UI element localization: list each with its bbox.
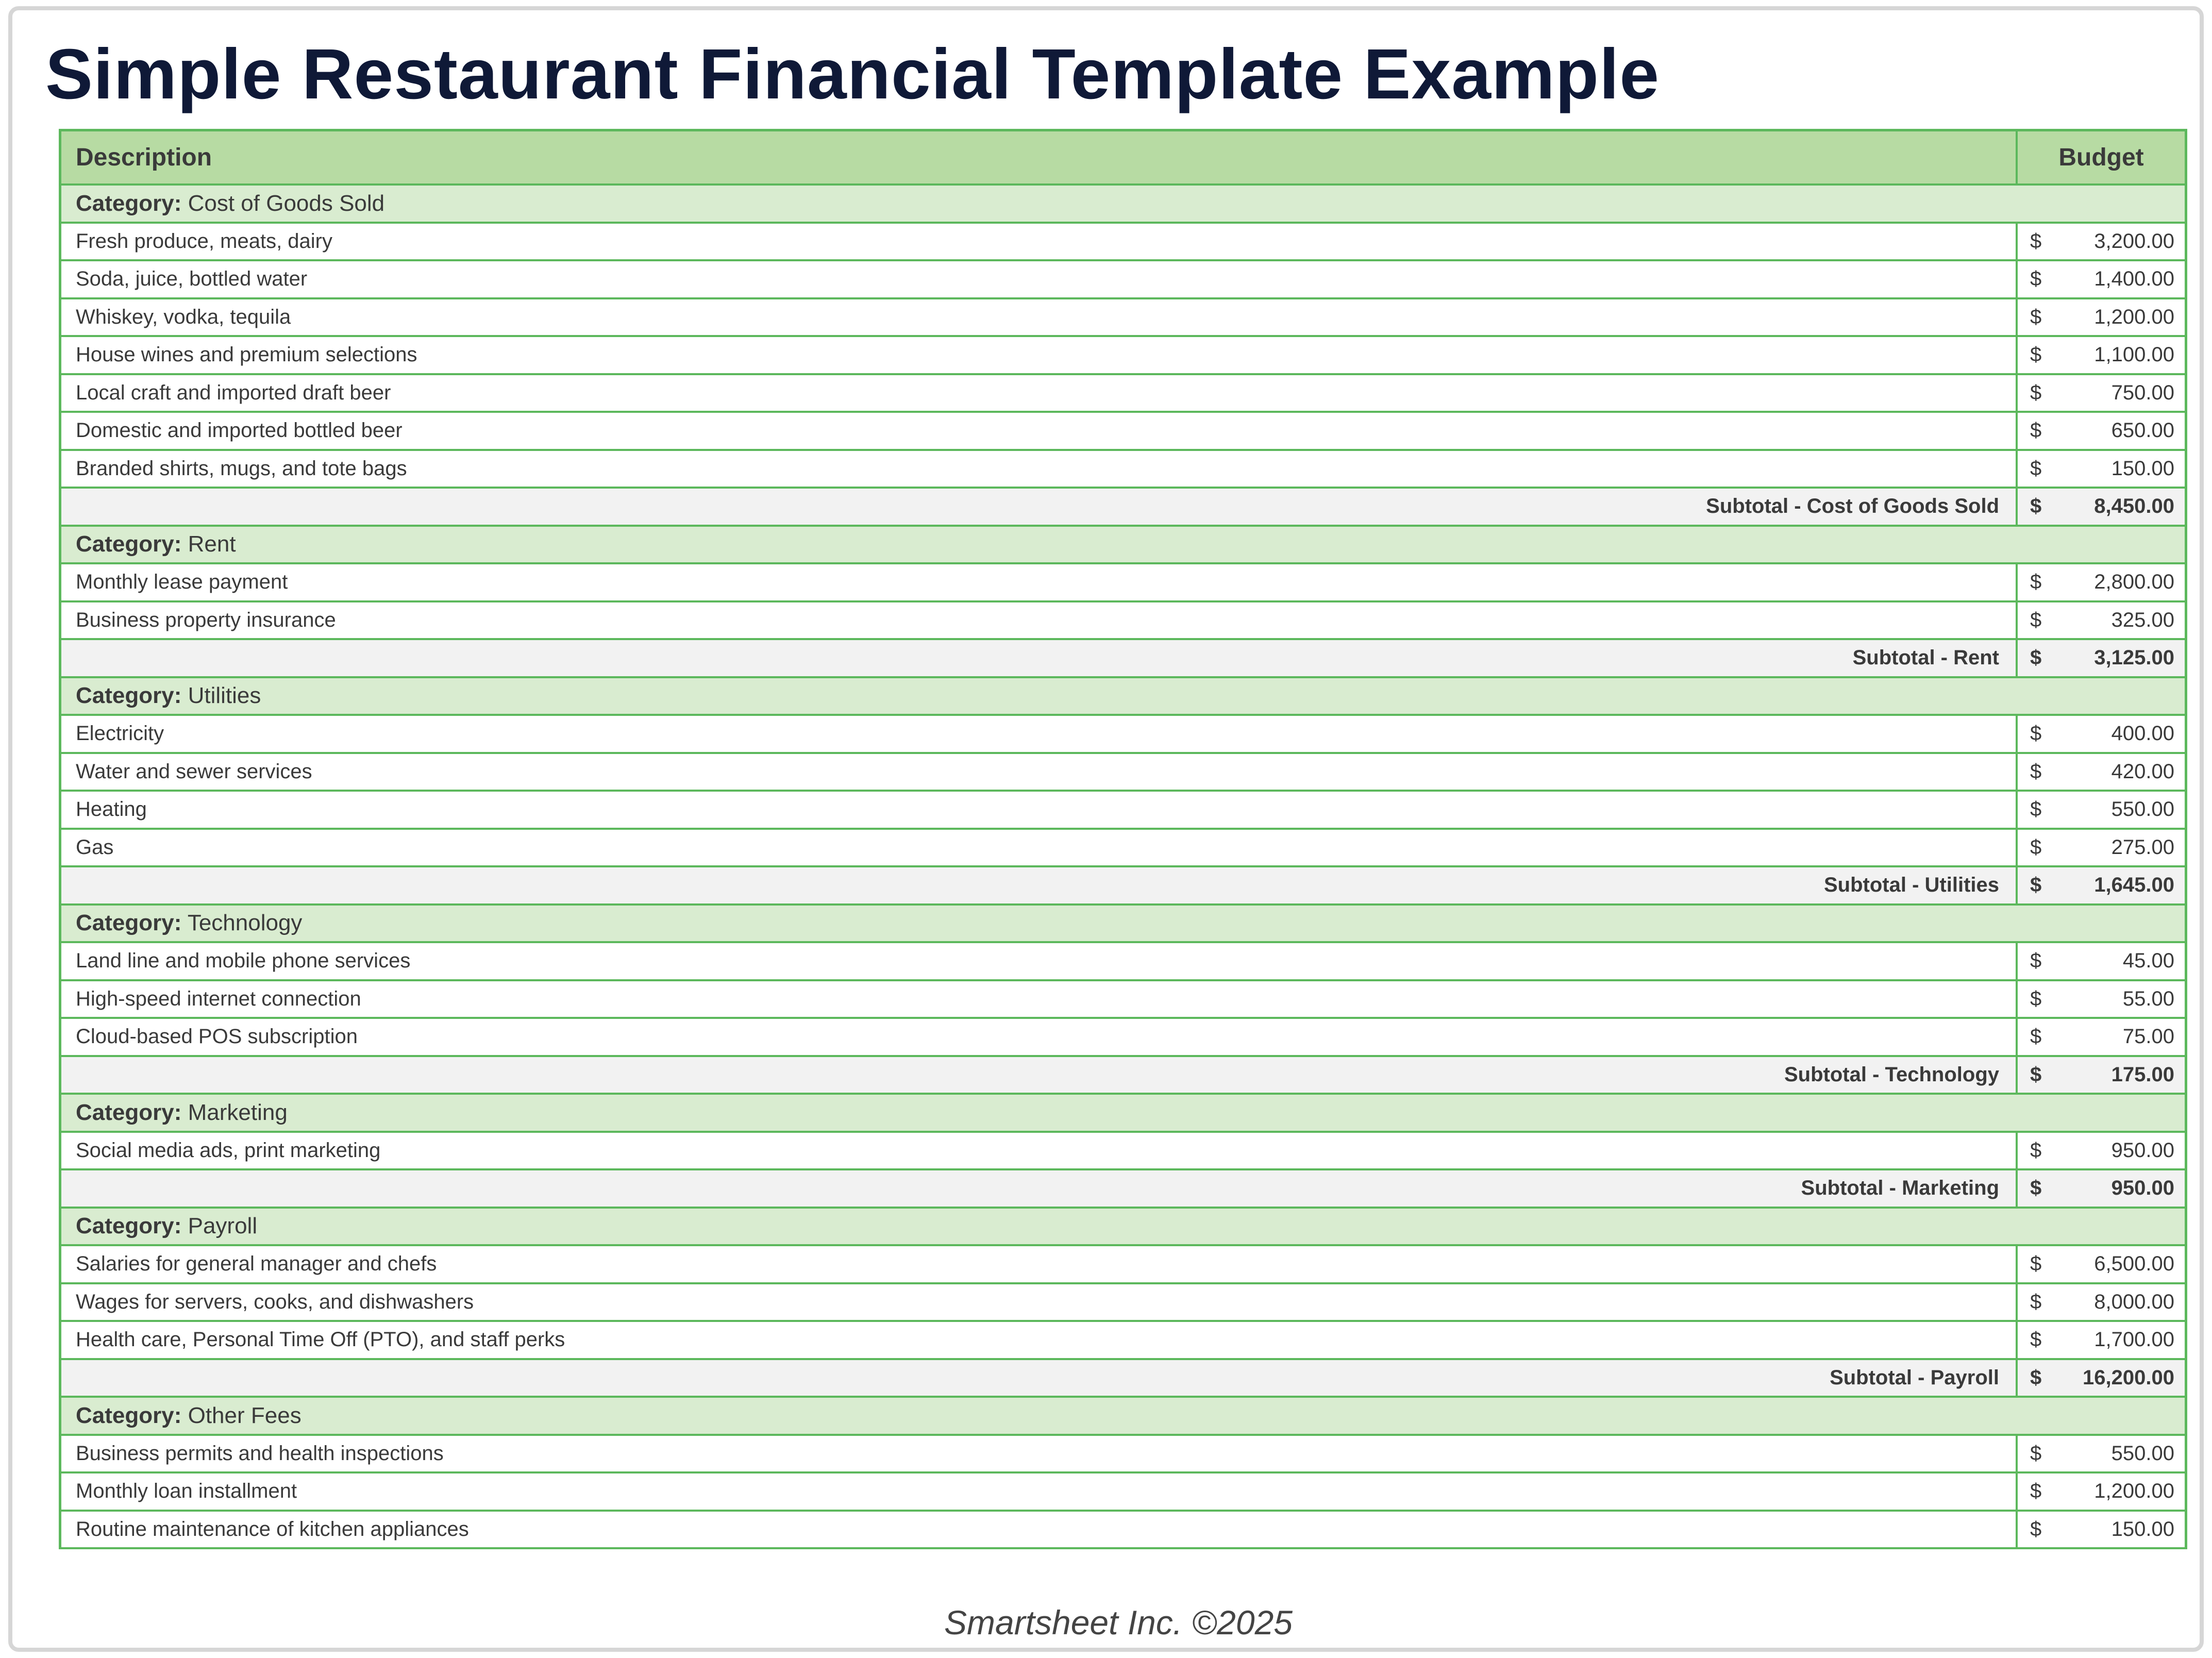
item-description: Social media ads, print marketing: [61, 1132, 2017, 1170]
table-row: [61, 563, 2185, 601]
item-amount: 1,200.00: [2068, 1472, 2185, 1511]
currency-symbol: $: [2017, 336, 2068, 374]
currency-symbol: $: [2017, 1359, 2068, 1397]
category-name: Cost of Goods Sold: [188, 190, 385, 216]
category-row: [61, 1208, 2185, 1246]
table-row: [61, 450, 2185, 488]
item-amount: 6,500.00: [2068, 1245, 2185, 1283]
currency-symbol: $: [2017, 374, 2068, 412]
category-prefix: Category:: [76, 1099, 182, 1125]
currency-symbol: $: [2017, 1283, 2068, 1321]
currency-symbol: $: [2017, 450, 2068, 488]
item-amount: 550.00: [2068, 791, 2185, 829]
table-row: [61, 942, 2185, 980]
item-amount: 1,700.00: [2068, 1321, 2185, 1359]
currency-symbol: $: [2017, 866, 2068, 905]
subtotal-label: Subtotal - Rent: [61, 639, 2017, 677]
table-row: [61, 1245, 2185, 1283]
item-description: Monthly loan installment: [61, 1472, 2017, 1511]
subtotal-label: Subtotal - Payroll: [61, 1359, 2017, 1397]
subtotal-row: [61, 1359, 2185, 1397]
table-row: [61, 1321, 2185, 1359]
category-row: [61, 1397, 2185, 1435]
category-cell: [61, 677, 2185, 715]
subtotal-amount: 950.00: [2068, 1169, 2185, 1208]
item-amount: 8,000.00: [2068, 1283, 2185, 1321]
table-row: [61, 223, 2185, 261]
item-description: Wages for servers, cooks, and dishwashers: [61, 1283, 2017, 1321]
item-amount: 1,200.00: [2068, 298, 2185, 337]
currency-symbol: $: [2017, 1245, 2068, 1283]
currency-symbol: $: [2017, 563, 2068, 601]
subtotal-row: [61, 1169, 2185, 1208]
item-description: Routine maintenance of kitchen appliances: [61, 1511, 2017, 1549]
item-amount: 75.00: [2068, 1018, 2185, 1056]
category-name: Other Fees: [188, 1402, 301, 1428]
table-row: [61, 601, 2185, 640]
item-amount: 650.00: [2068, 412, 2185, 450]
category-prefix: Category:: [76, 531, 182, 557]
item-description: Salaries for general manager and chefs: [61, 1245, 2017, 1283]
category-cell: [61, 185, 2185, 223]
currency-symbol: $: [2017, 1169, 2068, 1208]
category-name: Utilities: [188, 683, 261, 709]
item-description: Branded shirts, mugs, and tote bags: [61, 450, 2017, 488]
item-description: Monthly lease payment: [61, 563, 2017, 601]
budget-table: [61, 131, 2185, 1549]
table-row: [61, 715, 2185, 753]
item-amount: 45.00: [2068, 942, 2185, 980]
table-row: [61, 336, 2185, 374]
category-name: Payroll: [188, 1213, 258, 1239]
table-row: [61, 1435, 2185, 1473]
category-prefix: Category:: [76, 910, 182, 936]
subtotal-amount: 1,645.00: [2068, 866, 2185, 905]
item-amount: 400.00: [2068, 715, 2185, 753]
category-prefix: Category:: [76, 683, 182, 709]
category-row: [61, 185, 2185, 223]
category-row: [61, 677, 2185, 715]
page-title: Simple Restaurant Financial Template Example: [45, 35, 1660, 114]
currency-symbol: $: [2017, 488, 2068, 526]
category-cell: [61, 1397, 2185, 1435]
currency-symbol: $: [2017, 412, 2068, 450]
currency-symbol: $: [2017, 639, 2068, 677]
item-description: Fresh produce, meats, dairy: [61, 223, 2017, 261]
item-amount: 325.00: [2068, 601, 2185, 640]
category-name: Marketing: [188, 1099, 288, 1125]
currency-symbol: $: [2017, 601, 2068, 640]
subtotal-label: Subtotal - Technology: [61, 1056, 2017, 1094]
item-amount: 950.00: [2068, 1132, 2185, 1170]
item-amount: 150.00: [2068, 450, 2185, 488]
currency-symbol: $: [2017, 791, 2068, 829]
currency-symbol: $: [2017, 829, 2068, 867]
subtotal-row: [61, 1056, 2185, 1094]
item-description: Health care, Personal Time Off (PTO), and staff perks: [61, 1321, 2017, 1359]
item-amount: 750.00: [2068, 374, 2185, 412]
item-description: Domestic and imported bottled beer: [61, 412, 2017, 450]
category-cell: [61, 526, 2185, 564]
category-cell: [61, 1208, 2185, 1246]
subtotal-amount: 16,200.00: [2068, 1359, 2185, 1397]
category-name: Rent: [188, 531, 236, 557]
subtotal-amount: 3,125.00: [2068, 639, 2185, 677]
table-row: [61, 829, 2185, 867]
category-row: [61, 905, 2185, 943]
item-amount: 1,100.00: [2068, 336, 2185, 374]
table-row: [61, 1283, 2185, 1321]
item-description: High-speed internet connection: [61, 980, 2017, 1018]
table-row: [61, 791, 2185, 829]
table-row: [61, 1132, 2185, 1170]
table-row: [61, 412, 2185, 450]
currency-symbol: $: [2017, 942, 2068, 980]
subtotal-row: [61, 866, 2185, 905]
currency-symbol: $: [2017, 260, 2068, 298]
category-name: Technology: [187, 910, 303, 936]
item-description: Gas: [61, 829, 2017, 867]
currency-symbol: $: [2017, 1056, 2068, 1094]
subtotal-label: Subtotal - Utilities: [61, 866, 2017, 905]
item-amount: 150.00: [2068, 1511, 2185, 1549]
item-description: Cloud-based POS subscription: [61, 1018, 2017, 1056]
item-amount: 2,800.00: [2068, 563, 2185, 601]
currency-symbol: $: [2017, 1435, 2068, 1473]
category-cell: [61, 905, 2185, 943]
page-frame: [8, 6, 2204, 1652]
currency-symbol: $: [2017, 1018, 2068, 1056]
item-description: Electricity: [61, 715, 2017, 753]
item-description: Heating: [61, 791, 2017, 829]
footer-copyright: Smartsheet Inc. ©2025: [944, 1603, 1293, 1642]
currency-symbol: $: [2017, 1321, 2068, 1359]
table-body: [61, 185, 2185, 1548]
subtotal-row: [61, 639, 2185, 677]
subtotal-amount: 175.00: [2068, 1056, 2185, 1094]
table-row: [61, 374, 2185, 412]
item-amount: 3,200.00: [2068, 223, 2185, 261]
budget-table-container: [59, 129, 2187, 1549]
item-description: Soda, juice, bottled water: [61, 260, 2017, 298]
table-row: [61, 1472, 2185, 1511]
currency-symbol: $: [2017, 1472, 2068, 1511]
item-description: Land line and mobile phone services: [61, 942, 2017, 980]
currency-symbol: $: [2017, 1132, 2068, 1170]
table-header-row: [61, 131, 2185, 185]
category-prefix: Category:: [76, 1213, 182, 1239]
item-amount: 55.00: [2068, 980, 2185, 1018]
table-row: [61, 260, 2185, 298]
category-prefix: Category:: [76, 190, 182, 216]
table-row: [61, 1018, 2185, 1056]
description-column-header: Description: [61, 131, 2017, 185]
item-description: Water and sewer services: [61, 753, 2017, 791]
item-description: Local craft and imported draft beer: [61, 374, 2017, 412]
category-row: [61, 1094, 2185, 1132]
item-amount: 1,400.00: [2068, 260, 2185, 298]
item-description: Whiskey, vodka, tequila: [61, 298, 2017, 337]
table-row: [61, 980, 2185, 1018]
currency-symbol: $: [2017, 715, 2068, 753]
table-row: [61, 753, 2185, 791]
category-prefix: Category:: [76, 1402, 182, 1428]
item-amount: 420.00: [2068, 753, 2185, 791]
currency-symbol: $: [2017, 753, 2068, 791]
subtotal-label: Subtotal - Marketing: [61, 1169, 2017, 1208]
item-description: House wines and premium selections: [61, 336, 2017, 374]
category-cell: [61, 1094, 2185, 1132]
budget-column-header: Budget: [2017, 131, 2185, 185]
currency-symbol: $: [2017, 980, 2068, 1018]
table-row: [61, 1511, 2185, 1549]
currency-symbol: $: [2017, 298, 2068, 337]
subtotal-row: [61, 488, 2185, 526]
table-row: [61, 298, 2185, 337]
item-amount: 550.00: [2068, 1435, 2185, 1473]
item-description: Business permits and health inspections: [61, 1435, 2017, 1473]
subtotal-amount: 8,450.00: [2068, 488, 2185, 526]
item-amount: 275.00: [2068, 829, 2185, 867]
currency-symbol: $: [2017, 1511, 2068, 1549]
item-description: Business property insurance: [61, 601, 2017, 640]
currency-symbol: $: [2017, 223, 2068, 261]
category-row: [61, 526, 2185, 564]
subtotal-label: Subtotal - Cost of Goods Sold: [61, 488, 2017, 526]
